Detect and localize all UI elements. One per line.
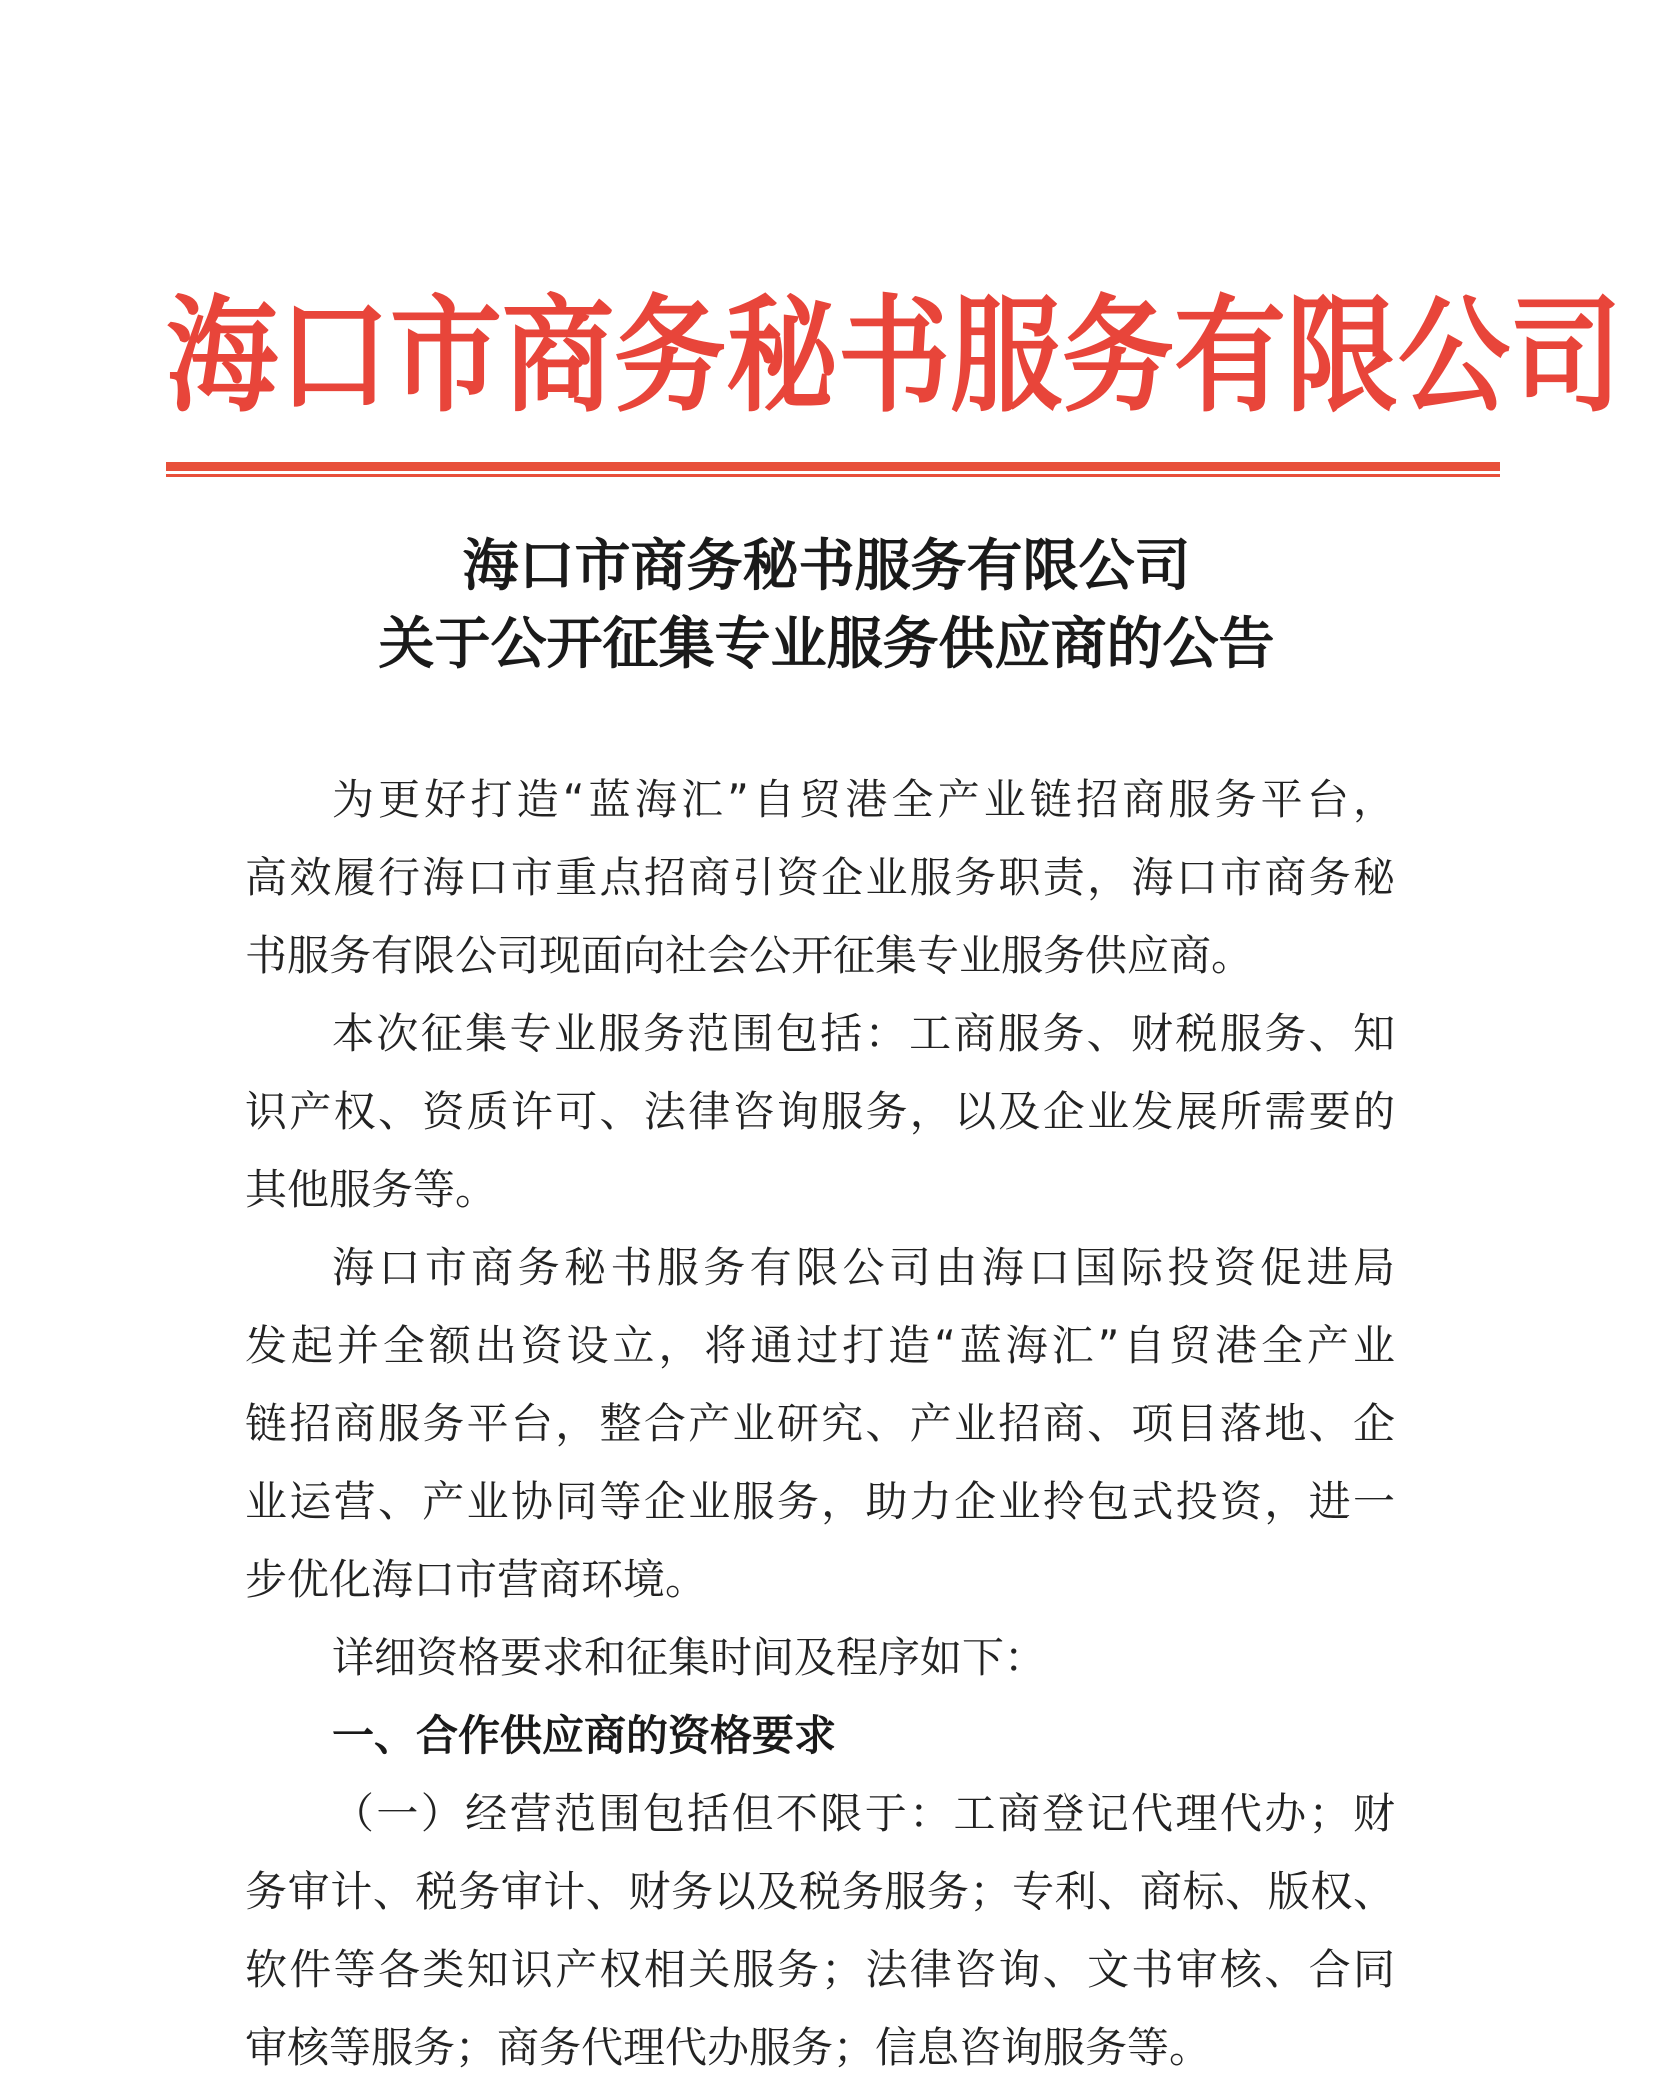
masthead-char: 口: [278, 283, 390, 430]
company-masthead: [166, 272, 1622, 442]
paragraph-1-line: 书服务有限公司现面向社会公开征集专业服务供应商。: [245, 931, 1254, 980]
paragraph-2-line: 识产权、资质许可、法律咨询服务，以及企业发展所需要的: [245, 1087, 1395, 1136]
masthead-char: 市: [390, 283, 502, 430]
masthead-char: 务: [1062, 283, 1174, 430]
paragraph-3-line: 链招商服务平台，整合产业研究、产业招商、项目落地、企: [245, 1399, 1395, 1448]
paragraph-3-line: 业运营、产业协同等企业服务，助力企业拎包式投资，进一: [245, 1477, 1395, 1526]
masthead-char: 司: [1510, 283, 1622, 430]
masthead-char: 书: [838, 283, 950, 430]
paragraph-3-line: 海口市商务秘书服务有限公司由海口国际投资促进局: [332, 1243, 1395, 1292]
masthead-divider-thick: [166, 462, 1500, 471]
masthead-char: 务: [614, 283, 726, 430]
paragraph-4-line: 详细资格要求和征集时间及程序如下：: [332, 1633, 1047, 1682]
paragraph-2-line: 其他服务等。: [245, 1165, 498, 1214]
document-title-line-2: 关于公开征集专业服务供应商的公告: [378, 611, 1275, 677]
masthead-char: 秘: [726, 283, 838, 430]
masthead-char: 有: [1174, 283, 1286, 430]
sub-item-line: 务审计、税务审计、财务以及税务服务；专利、商标、版权、: [245, 1867, 1395, 1916]
paragraph-1-line: 高效履行海口市重点招商引资企业服务职责，海口市商务秘: [245, 853, 1395, 902]
paragraph-3-line: 步优化海口市营商环境。: [245, 1555, 708, 1604]
masthead-char: 海: [166, 283, 278, 430]
document-title-line-1: 海口市商务秘书服务有限公司: [462, 533, 1191, 599]
section-heading: 一、合作供应商的资格要求: [332, 1711, 837, 1760]
sub-item-line: （一）经营范围包括但不限于：工商登记代理代办；财: [332, 1789, 1395, 1838]
sub-item-line: 软件等各类知识产权相关服务；法律咨询、文书审核、合同: [245, 1945, 1395, 1994]
masthead-char: 限: [1286, 283, 1398, 430]
paragraph-3-line: 发起并全额出资设立，将通过打造“蓝海汇”自贸港全产业: [245, 1321, 1395, 1370]
masthead-divider-thin: [166, 474, 1500, 477]
masthead-char: 商: [502, 283, 614, 430]
masthead-char: 公: [1398, 283, 1510, 430]
masthead-char: 服: [950, 283, 1062, 430]
sub-item-line: 审核等服务；商务代理代办服务；信息咨询服务等。: [245, 2023, 1212, 2072]
paragraph-1-line: 为更好打造“蓝海汇”自贸港全产业链招商服务平台，: [332, 775, 1395, 824]
paragraph-2-line: 本次征集专业服务范围包括：工商服务、财税服务、知: [332, 1009, 1395, 1058]
